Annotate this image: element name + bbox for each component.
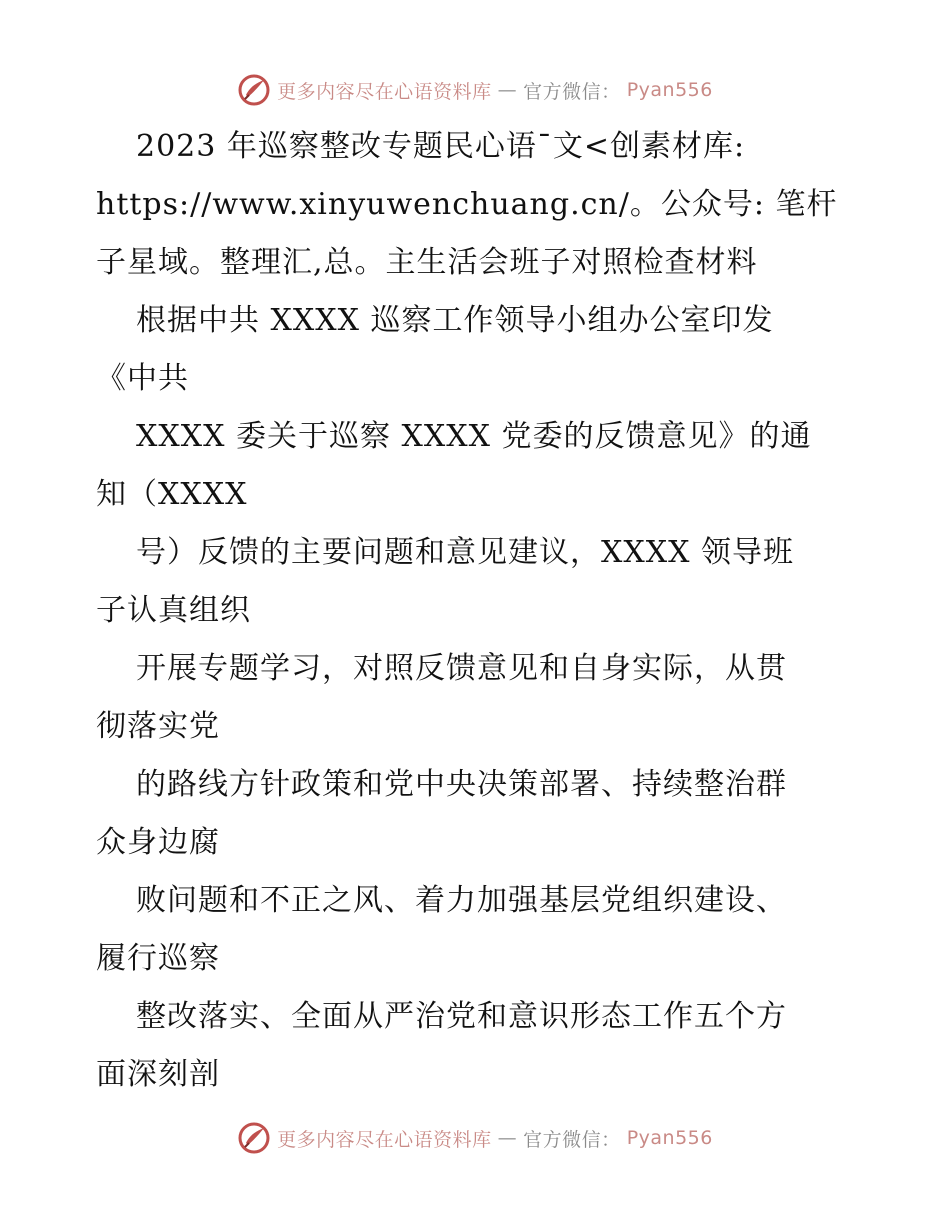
text-line: 面深刻剖 bbox=[96, 1057, 220, 1092]
text-line: 知（XXXX bbox=[96, 477, 248, 512]
text-line: 《中共 bbox=[96, 361, 189, 396]
quill-seal-icon bbox=[237, 73, 271, 107]
watermark-dash: — bbox=[497, 79, 518, 101]
text-line: 众身边腐 bbox=[96, 825, 220, 860]
text-line: 履行巡察 bbox=[96, 941, 220, 976]
text-line: 号）反馈的主要问题和意见建议，XXXX 领导班 bbox=[136, 535, 794, 570]
watermark-dash: — bbox=[497, 1127, 518, 1149]
footer-watermark bbox=[0, 1118, 950, 1158]
text-line: 2023 年巡察整改专题民心语¯文<创素材库: bbox=[136, 129, 746, 164]
text-line: 子认真组织 bbox=[96, 593, 251, 628]
text-line: 整改落实、全面从严治党和意识形态工作五个方 bbox=[136, 999, 787, 1034]
text-line: 子星域。整理汇,总。主生活会班子对照检查材料 bbox=[96, 245, 758, 280]
watermark-label: 官方微信： bbox=[523, 1128, 621, 1151]
watermark-brand-text: 更多内容尽在心语资料库 bbox=[277, 80, 492, 103]
text-line: XXXX 委关于巡察 XXXX 党委的反馈意见》的通 bbox=[136, 419, 812, 454]
watermark-wechat-id: Pyan556 bbox=[626, 79, 713, 101]
watermark-label: 官方微信： bbox=[523, 80, 621, 103]
text-line: https://www.xinyuwenchuang.cn/。公众号: 笔杆 bbox=[96, 187, 838, 222]
watermark-wechat-id: Pyan556 bbox=[626, 1127, 713, 1149]
text-line: 彻落实党 bbox=[96, 709, 220, 744]
quill-seal-icon bbox=[237, 1121, 271, 1155]
text-line: 败问题和不正之风、着力加强基层党组织建设、 bbox=[136, 883, 787, 918]
watermark-brand-text: 更多内容尽在心语资料库 bbox=[277, 1128, 492, 1151]
document-body bbox=[96, 118, 866, 1104]
text-line: 的路线方针政策和党中央决策部署、持续整治群 bbox=[136, 767, 787, 802]
header-watermark bbox=[0, 70, 950, 110]
text-line: 根据中共 XXXX 巡察工作领导小组办公室印发 bbox=[136, 303, 774, 338]
text-line: 开展专题学习，对照反馈意见和自身实际，从贯 bbox=[136, 651, 787, 686]
